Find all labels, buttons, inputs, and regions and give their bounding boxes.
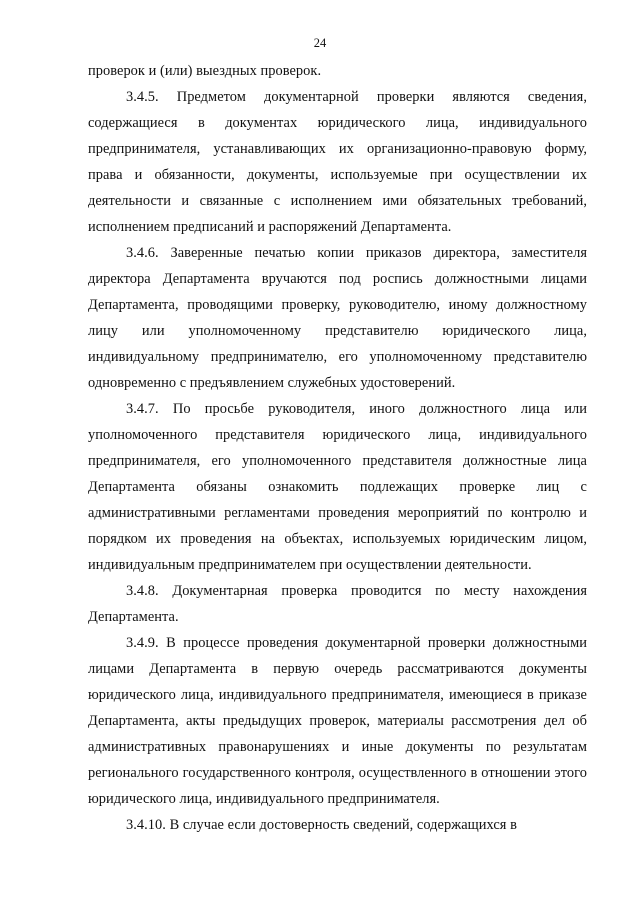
paragraph-continuation: проверок и (или) выездных проверок. — [88, 63, 322, 79]
paragraph-3-4-6: 3.4.6. Заверенные печатью копии приказов директора, заместителя директора Департамента вручаются под роспись должностными лицами Департамента, проводящими проверку, руководителю, иному должностному лицу или уполномоченному представителю юридического лица, индивидуальному предпринимателю, его уполномоченному представителю одновременно с предъявлением служебных удостоверений. — [88, 245, 587, 391]
paragraph-3-4-8: 3.4.8. Документарная проверка проводится по месту нахождения Департамента. — [88, 583, 587, 625]
paragraph-3-4-5: 3.4.5. Предметом документарной проверки являются сведения, содержащиеся в документах юридического лица, индивидуального предпринимателя, устанавливающих их организационно-правовую форму, права и обязанности, документы, используемые при осуществлении их деятельности и связанные с исполнением ими обязательных требований, исполнением предписаний и распоряжений Департамента. — [88, 89, 587, 235]
page-number: 24 — [313, 36, 327, 50]
paragraph-3-4-7: 3.4.7. По просьбе руководителя, иного должностного лица или уполномоченного представителя юридического лица, индивидуального предпринимателя, его уполномоченного представителя должностные лица Департамента обязаны ознакомить подлежащих проверке лиц с административными регламентами проведения мероприятий по контролю и порядком их проведения на объектах, используемых юридическим лицом, индивидуальным предпринимателем при осуществлении деятельности. — [88, 401, 587, 573]
document-body — [88, 58, 587, 838]
paragraph-3-4-10: 3.4.10. В случае если достоверность сведений, содержащихся в — [126, 817, 517, 833]
paragraph-3-4-9: 3.4.9. В процессе проведения документарной проверки должностными лицами Департамента в первую очередь рассматриваются документы юридического лица, индивидуального предпринимателя, имеющиеся в приказе Департамента, акты предыдущих проверок, материалы рассмотрения дел об административных правонарушениях и иные документы по результатам регионального государственного контроля, осуществленного в отношении этого юридического лица, индивидуального предпринимателя. — [88, 635, 587, 807]
